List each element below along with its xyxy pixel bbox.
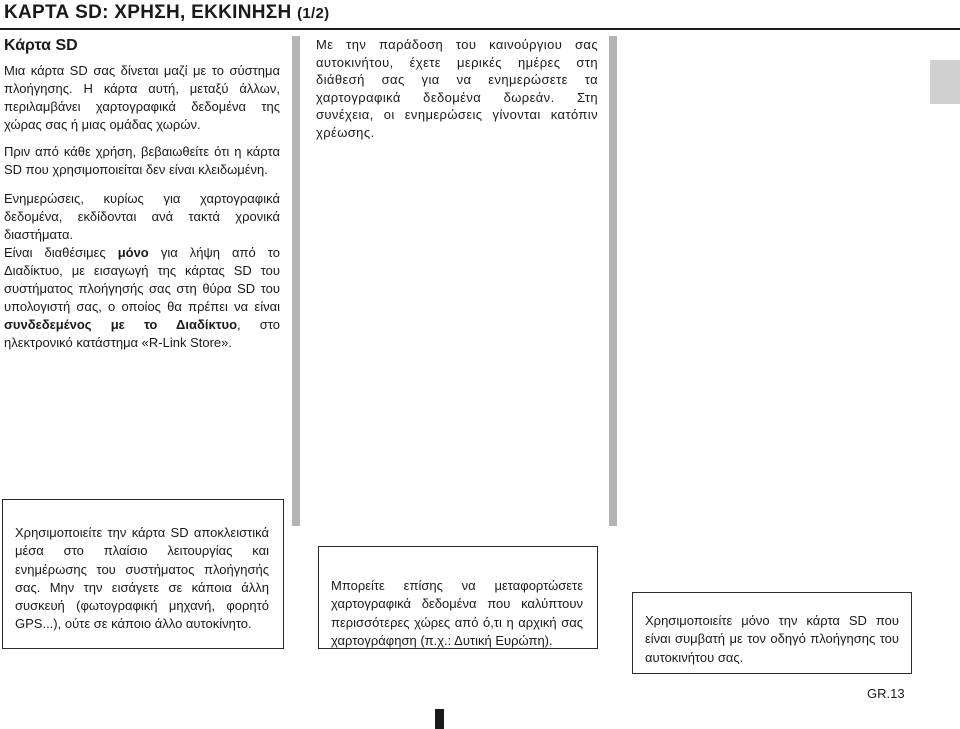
note-box-more-countries [318, 546, 598, 649]
section-tab-marker [930, 60, 960, 104]
paragraph-locked-check: Πριν από κάθε χρήση, βεβαιωθείτε ότι η κάρτα SD που χρησιμοποιείται δεν είναι κλειδωμένη. [4, 144, 280, 178]
page-number: GR.13 [867, 686, 905, 701]
note-box-compatible-card [632, 592, 912, 674]
footer-mark [435, 709, 444, 729]
title-rule [0, 28, 960, 30]
page-title [4, 2, 329, 24]
paragraph-updates: Ενημερώσεις, κυρίως για χαρτογραφικά δεδομένα, εκδίδονται ανά τακτά χρονικά διαστήματα. [4, 190, 280, 242]
download-text-only: μόνο [117, 244, 149, 260]
download-text-a: Είναι διαθέσιμες [4, 244, 106, 260]
column-left [4, 62, 280, 352]
note-box-exclusive-use [2, 499, 284, 649]
paragraph-sd-card-intro: Μια κάρτα SD σας δίνεται μαζί με το σύστημα πλοήγησης. Η κάρτα αυτή, μεταξύ άλλων, περιλαμβάνει χαρτογραφικά δεδομένα της χώρας σας ή μιας ομάδας χωρών. [4, 63, 280, 133]
paragraph-free-updates: Με την παράδοση του καινούργιου σας αυτοκινήτου, έχετε μερικές ημέρες στη διάθεσή σας για να ενημερώσετε τα χαρτογραφικά δεδομένα δωρεάν. Στη συνέχεια, οι ενημερώσεις γίνονται κατόπιν χρέωσης. [316, 37, 598, 140]
paragraph-download [4, 244, 280, 353]
note-text: Χρησιμοποιείτε την κάρτα SD αποκλειστικά μέσα στο πλαίσιο λειτουργίας και ενημέρωσης του συστήματος πλοήγησής σας. Μην την εισάγετε σε κάποια άλλη συσκευή (φωτογραφική μηχανή, φορητό GPS...), ούτε σε κάποιο άλλο αυτοκίνητο. [15, 525, 269, 632]
page-title-part: (1/2) [297, 5, 330, 22]
download-text-e: , στο ηλεκτρονικό κατάστημα «R-Link Store». [4, 317, 280, 351]
download-text-c: για λήψη από το Διαδίκτυο, με εισαγωγή της κάρτας SD του συστήματος πλοήγησής σας στη θύρα SD του υπολογιστή σας, ο οποίος θα πρέπει να είναι [4, 244, 280, 315]
column-divider-right [609, 36, 617, 526]
note-text: Μπορείτε επίσης να μεταφορτώσετε χαρτογραφικά δεδομένα που καλύπτουν περισσότερες χώρες από ό,τι η αρχική σας χαρτογράφηση (π.χ.: Δυτική Ευρώπη). [331, 578, 583, 648]
column-divider-left [292, 36, 300, 526]
section-title: Κάρτα SD [4, 37, 78, 54]
note-text: Χρησιμοποιείτε μόνο την κάρτα SD που είναι συμβατή με τον οδηγό πλοήγησης του αυτοκινήτου σας. [645, 613, 899, 665]
column-middle [316, 36, 598, 142]
download-text-connected: συνδεδεμένος με το Διαδίκτυο [4, 317, 238, 333]
page-title-text: ΚΑΡΤΑ SD: ΧΡΗΣΗ, ΕΚΚΙΝΗΣΗ [4, 2, 292, 23]
